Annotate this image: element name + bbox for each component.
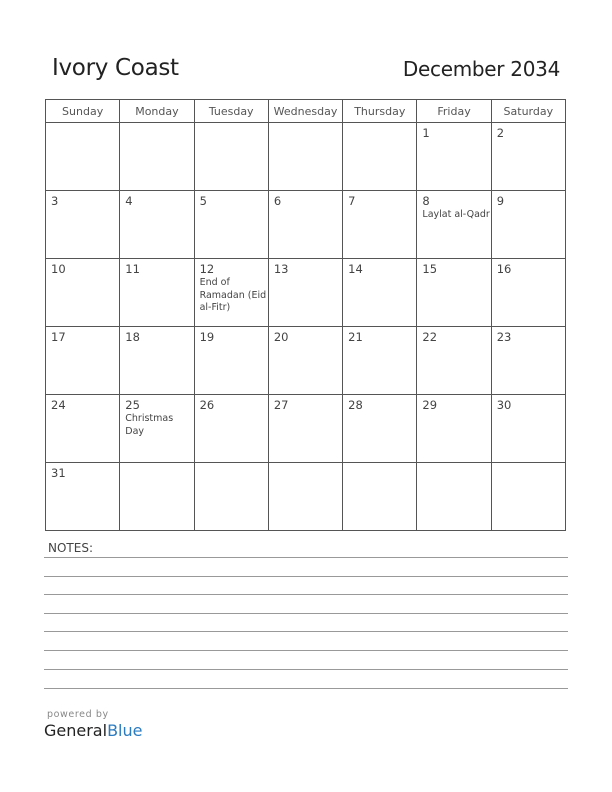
day-number: 21 <box>348 330 363 344</box>
day-number: 11 <box>125 262 140 276</box>
holiday-label: Christmas Day <box>125 413 174 437</box>
calendar-day-cell <box>417 327 491 395</box>
calendar-day-cell <box>120 191 194 259</box>
calendar-day-cell <box>46 327 120 395</box>
calendar-day-cell <box>120 395 194 463</box>
calendar-day-cell <box>417 123 491 191</box>
calendar-day-cell <box>194 191 268 259</box>
calendar-grid <box>45 99 566 531</box>
notes-label: NOTES: <box>48 541 93 555</box>
day-number: 9 <box>496 194 505 208</box>
day-number: 28 <box>348 398 363 412</box>
calendar-week-row <box>46 463 566 531</box>
calendar-day-cell <box>491 123 565 191</box>
calendar-day-cell <box>120 327 194 395</box>
day-number: 20 <box>273 330 289 344</box>
calendar-day-cell <box>46 395 120 463</box>
weekday-header: Saturday <box>491 100 565 123</box>
calendar-day-cell <box>343 463 417 531</box>
calendar-week-row <box>46 123 566 191</box>
calendar-week-row <box>46 191 566 259</box>
day-number: 12 <box>199 262 215 276</box>
weekday-header: Monday <box>120 100 194 123</box>
calendar-day-cell <box>417 191 491 259</box>
calendar-day-cell <box>194 259 268 327</box>
day-number: 13 <box>273 262 289 276</box>
note-line <box>44 688 568 689</box>
calendar-day-cell <box>491 259 565 327</box>
calendar-day-cell <box>343 327 417 395</box>
day-number: 25 <box>125 398 140 412</box>
calendar-day-cell <box>46 463 120 531</box>
day-number: 7 <box>348 194 356 208</box>
powered-by-text: powered by <box>47 709 109 720</box>
note-line <box>44 557 568 558</box>
calendar-day-cell <box>268 191 342 259</box>
day-number: 1 <box>422 126 430 140</box>
calendar-day-cell <box>417 259 491 327</box>
calendar-day-cell <box>491 463 565 531</box>
day-number: 23 <box>496 330 512 344</box>
calendar-day-cell <box>46 123 120 191</box>
calendar-week-row <box>46 395 566 463</box>
weekday-header: Tuesday <box>194 100 268 123</box>
brand-general-text: General <box>44 721 108 740</box>
day-number: 26 <box>199 398 215 412</box>
calendar-day-cell <box>120 259 194 327</box>
weekday-header: Thursday <box>343 100 417 123</box>
day-number: 17 <box>51 330 66 344</box>
day-number: 2 <box>496 126 505 140</box>
holiday-label: End of Ramadan (Eid al-Fitr) <box>199 277 267 313</box>
calendar-day-cell <box>343 259 417 327</box>
calendar-day-cell <box>194 123 268 191</box>
calendar-country-title: Ivory Coast <box>52 55 179 81</box>
day-number: 24 <box>51 398 66 412</box>
calendar-day-cell <box>194 327 268 395</box>
calendar-day-cell <box>268 463 342 531</box>
note-line <box>44 576 568 577</box>
day-number: 3 <box>51 194 59 208</box>
calendar-day-cell <box>417 463 491 531</box>
calendar-day-cell <box>46 191 120 259</box>
calendar-day-cell <box>417 395 491 463</box>
day-number: 29 <box>422 398 438 412</box>
day-number: 4 <box>125 194 133 208</box>
calendar-day-cell <box>491 191 565 259</box>
calendar-day-cell <box>343 395 417 463</box>
calendar-day-cell <box>268 259 342 327</box>
brand-blue-text: Blue <box>107 721 143 740</box>
calendar-week-row <box>46 327 566 395</box>
calendar-day-cell <box>194 463 268 531</box>
day-number: 22 <box>422 330 438 344</box>
day-number: 18 <box>125 330 140 344</box>
day-number: 14 <box>348 262 363 276</box>
calendar-day-cell <box>343 191 417 259</box>
day-number: 8 <box>422 194 430 208</box>
calendar-day-cell <box>343 123 417 191</box>
day-number: 19 <box>199 330 215 344</box>
calendar-day-cell <box>268 395 342 463</box>
calendar-day-cell <box>46 259 120 327</box>
weekday-header-row <box>46 100 566 123</box>
calendar-week-row <box>46 259 566 327</box>
note-line <box>44 594 568 595</box>
calendar-day-cell <box>491 327 565 395</box>
calendar-day-cell <box>194 395 268 463</box>
generalblue-logo[interactable] <box>44 721 142 740</box>
calendar-day-cell <box>120 463 194 531</box>
calendar-day-cell <box>268 327 342 395</box>
calendar-day-cell <box>491 395 565 463</box>
day-number: 5 <box>199 194 207 208</box>
note-line <box>44 613 568 614</box>
day-number: 10 <box>51 262 66 276</box>
note-line <box>44 631 568 632</box>
day-number: 15 <box>422 262 438 276</box>
day-number: 6 <box>273 194 282 208</box>
day-number: 31 <box>51 466 66 480</box>
note-line <box>44 669 568 670</box>
day-number: 30 <box>496 398 512 412</box>
weekday-header: Friday <box>417 100 491 123</box>
weekday-header: Wednesday <box>268 100 342 123</box>
holiday-label: Laylat al-Qadr <box>422 209 490 220</box>
weekday-header: Sunday <box>46 100 120 123</box>
calendar-month-title: December 2034 <box>402 57 560 81</box>
calendar-day-cell <box>120 123 194 191</box>
note-line <box>44 650 568 651</box>
day-number: 16 <box>496 262 512 276</box>
day-number: 27 <box>273 398 289 412</box>
calendar-day-cell <box>268 123 342 191</box>
